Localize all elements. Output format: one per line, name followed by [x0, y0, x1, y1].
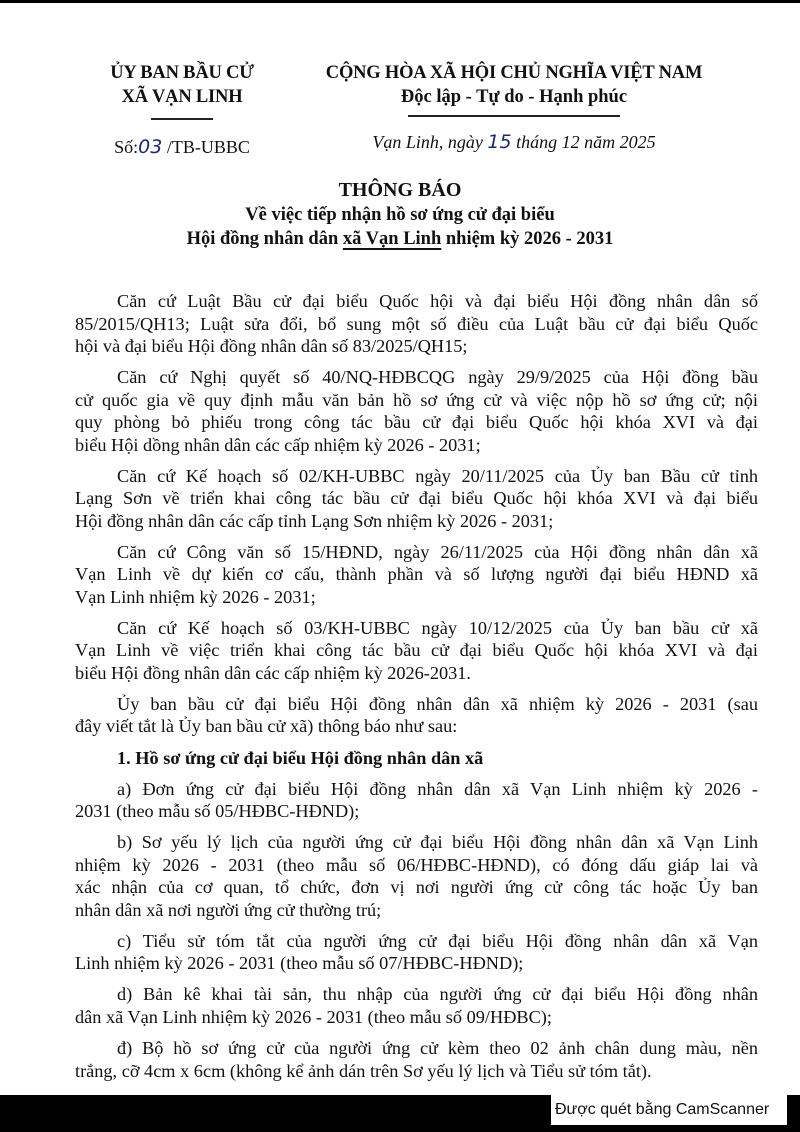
text-line: nhân dân xã nơi người ứng cử thường trú;: [75, 899, 382, 920]
text-line: xác nhận của cơ quan, tổ chức, đơn vị nơi người ứng cử công tác hoặc Ủy ban: [75, 877, 758, 898]
document-title: [100, 177, 700, 251]
title-heading: THÔNG BÁO: [338, 179, 462, 201]
text-line: đ) Bộ hồ sơ ứng cử của người ứng cử kèm theo 02 ảnh chân dung màu, nền: [117, 1038, 758, 1059]
national-title: CỘNG HÒA XÃ HỘI CHỦ NGHĨA VIỆT NAM: [325, 63, 703, 83]
paragraph: [75, 693, 758, 738]
document-number-suffix: /TB-UBBC: [162, 136, 250, 157]
paragraph: [75, 617, 758, 685]
paragraph: [75, 541, 758, 609]
section-heading: [75, 747, 758, 770]
title-underlined-part: xã Vạn Linh: [342, 229, 442, 249]
date-prefix: Vạn Linh, ngày: [372, 131, 488, 152]
text-line: quy phòng bỏ phiếu trong công tác bầu cử đại biểu Quốc hội khóa XVI và đại: [75, 412, 758, 433]
text-line: 1. Hồ sơ ứng cử đại biểu Hội đồng nhân dân xã: [117, 747, 484, 768]
text-line: Căn cứ Kế hoạch số 02/KH-UBBC ngày 20/11/2025 của Ủy ban Bầu cử tỉnh: [117, 465, 758, 486]
national-heading-block: [300, 61, 728, 153]
text-line: Căn cứ Luật Bầu cử đại biểu Quốc hội và đại biểu Hội đồng nhân dân số: [117, 291, 758, 311]
title-subject: Về việc tiếp nhận hồ sơ ứng cử đại biểu: [245, 205, 555, 225]
document-body: [75, 290, 758, 1091]
text-line: cử quốc gia về quy định mẫu văn bản hồ sơ ứng cử và việc nộp hồ sơ ứng cử; nội: [75, 389, 758, 410]
title-subject-line: [100, 227, 700, 251]
text-line: c) Tiểu sử tóm tắt của người ứng cử đại biểu Hội đồng nhân dân xã Vạn: [117, 930, 758, 951]
text-line: hội và đại biểu Hội đồng nhân dân số 83/2025/QH15;: [75, 336, 468, 356]
paragraph: [75, 366, 758, 456]
text-line: biểu Hội đồng nhân dân các cấp nhiệm kỳ 2026-2031.: [75, 662, 471, 683]
title-part: Hội đồng nhân dân: [186, 229, 343, 249]
motto-rule: [408, 115, 620, 117]
title-part: nhiệm kỳ 2026 - 2031: [441, 229, 614, 249]
text-line: biểu Hội dồng nhân dân các cấp nhiệm kỳ 2026 - 2031;: [75, 434, 481, 455]
document-number: [98, 136, 266, 158]
issue-date: [300, 131, 728, 153]
text-line: Linh nhiệm kỳ 2026 - 2031 (theo mẫu số 07/HĐBC-HĐND);: [75, 953, 524, 974]
handwritten-day: 15: [487, 130, 512, 153]
text-line: 2031 (theo mẫu số 05/HĐBC-HĐND);: [75, 801, 360, 822]
text-line: nhiệm kỳ 2026 - 2031 (theo mẫu số 06/HĐBC-HĐND), có đóng dấu giáp lai và: [75, 854, 758, 875]
text-line: Căn cứ Nghị quyết số 40/NQ-HĐBCQG ngày 29/9/2025 của Hội đồng bầu: [117, 367, 758, 388]
date-suffix: tháng 12 năm 2025: [511, 131, 656, 152]
text-line: Vạn Linh về việc triển khai công tác bầu cử đại biểu Quốc hội khóa XVI và đại: [75, 640, 758, 661]
paragraph: [75, 1037, 758, 1082]
issuing-authority-block: [98, 61, 266, 158]
text-line: d) Bản kê khai tài sản, thu nhập của người ứng cử đại biểu Hội đồng nhân: [117, 984, 758, 1005]
text-line: 85/2015/QH13; Luật sửa đổi, bổ sung một số điều của Luật bầu cử đại biểu Quốc: [75, 313, 758, 334]
text-line: Vạn Linh về dự kiến cơ cấu, thành phần và số lượng người đại biểu HĐND xã: [75, 564, 758, 585]
document-page: [0, 3, 800, 1095]
text-line: Vạn Linh nhiệm kỳ 2026 - 2031;: [75, 586, 316, 607]
paragraph: [75, 983, 758, 1028]
document-number-prefix: Số:: [114, 136, 139, 157]
text-line: b) Sơ yếu lý lịch của người ứng cử đại biểu Hội đồng nhân dân xã Vạn Linh: [117, 832, 758, 853]
handwritten-number: 03: [138, 135, 163, 158]
national-motto: Độc lập - Tự do - Hạnh phúc: [400, 87, 628, 107]
camscanner-watermark: Được quét bằng CamScanner: [550, 1095, 788, 1125]
paragraph: [75, 465, 758, 533]
text-line: trắng, cỡ 4cm x 6cm (không kể ảnh dán trên Sơ yếu lý lịch và Tiểu sử tóm tắt).: [75, 1060, 652, 1081]
paragraph: [75, 930, 758, 975]
text-line: Lạng Sơn về triển khai công tác bầu cử đại biểu Quốc hội khóa XVI và đại biểu: [75, 488, 758, 509]
text-line: a) Đơn ứng cử đại biểu Hội đồng nhân dân xã Vạn Linh nhiệm kỳ 2026 -: [117, 778, 758, 799]
text-line: Hội đồng nhân dân các cấp tỉnh Lạng Sơn nhiệm kỳ 2026 - 2031;: [75, 510, 554, 531]
paragraph: [75, 831, 758, 921]
text-line: đây viết tắt là Ủy ban bầu cử xã) thông báo như sau:: [75, 716, 458, 737]
organization-line: ỦY BAN BẦU CỬ: [110, 63, 254, 83]
text-line: dân xã Vạn Linh nhiệm kỳ 2026 - 2031 (theo mẫu số 09/HĐBC);: [75, 1006, 552, 1027]
text-line: Ủy ban bầu cử đại biểu Hội đồng nhân dân xã nhiệm kỳ 2026 - 2031 (sau: [117, 693, 758, 714]
paragraph: [75, 778, 758, 823]
organization-line: XÃ VẠN LINH: [121, 87, 243, 107]
text-line: Căn cứ Công văn số 15/HĐND, ngày 26/11/2025 của Hội đồng nhân dân xã: [117, 541, 758, 562]
paragraph: [75, 290, 758, 358]
header-rule: [151, 118, 213, 120]
text-line: Căn cứ Kế hoạch số 03/KH-UBBC ngày 10/12/2025 của Ủy ban bầu cử xã: [117, 617, 758, 638]
